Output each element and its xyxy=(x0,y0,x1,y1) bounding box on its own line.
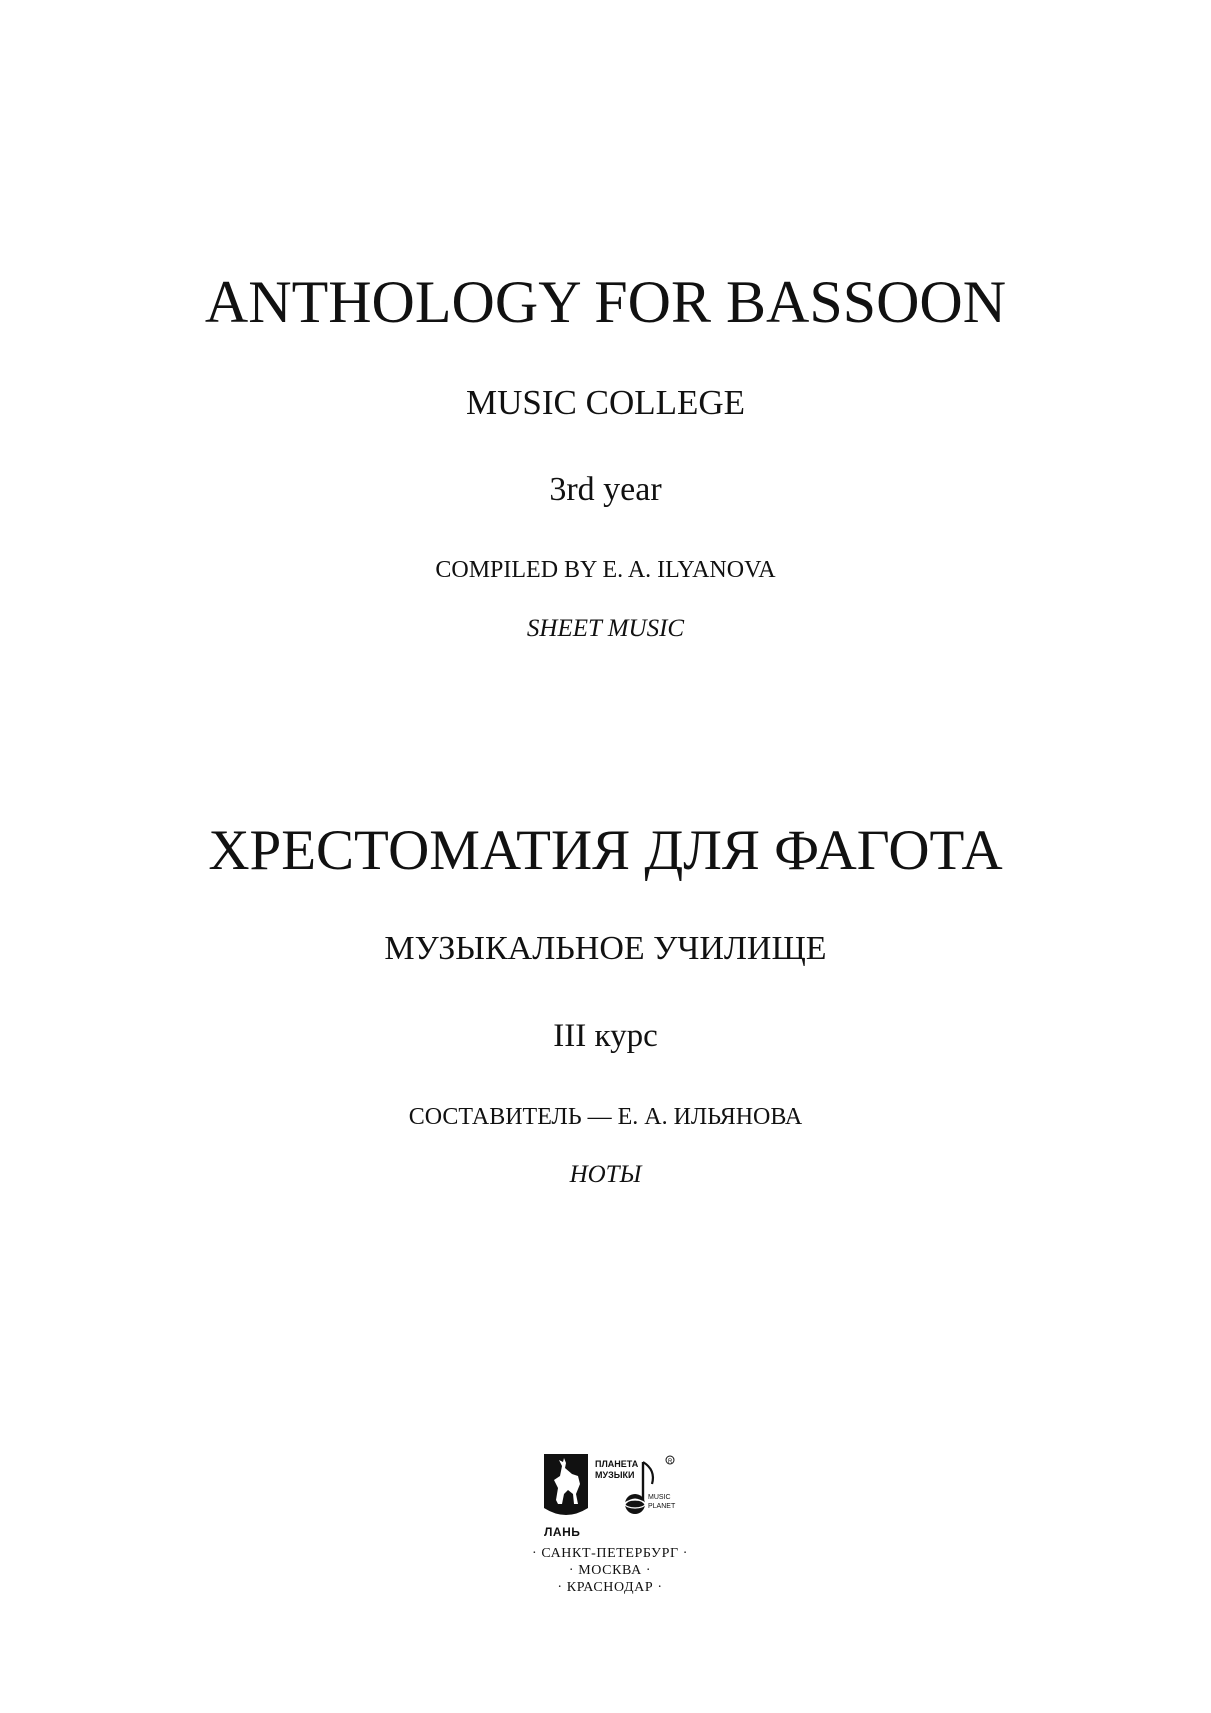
english-title: ANTHOLOGY FOR BASSOON xyxy=(204,269,1007,335)
lan-deer-icon xyxy=(544,1454,588,1515)
planeta-logo-text-line2: МУЗЫКИ xyxy=(595,1470,635,1480)
russian-title: ХРЕСТОМАТИЯ ДЛЯ ФАГОТА xyxy=(208,819,1003,882)
lan-logo-text: ЛАНЬ xyxy=(544,1525,581,1539)
english-publication-type: SHEET MUSIC xyxy=(526,615,685,642)
english-compiler: COMPILED BY E. A. ILYANOVA xyxy=(435,557,776,583)
russian-subtitle: МУЗЫКАЛЬНОЕ УЧИЛИЩЕ xyxy=(384,930,827,967)
city-krasnodar: · КРАСНОДАР · xyxy=(557,1580,663,1595)
music-planet-text-line1: MUSIC xyxy=(648,1494,671,1501)
english-subtitle: MUSIC COLLEGE xyxy=(465,383,746,422)
publisher-logo xyxy=(510,1450,710,1600)
russian-publication-type: НОТЫ xyxy=(569,1161,642,1188)
city-saint-petersburg: · САНКТ-ПЕТЕРБУРГ · xyxy=(531,1546,689,1561)
planeta-logo-text-line1: ПЛАНЕТА xyxy=(595,1459,639,1469)
russian-compiler: СОСТАВИТЕЛЬ — Е. А. ИЛЬЯНОВА xyxy=(408,1104,803,1130)
english-year: 3rd year xyxy=(549,471,662,508)
city-moscow: · МОСКВА · xyxy=(568,1563,652,1578)
music-planet-text-line2: PLANET xyxy=(648,1503,676,1510)
russian-year: III курс xyxy=(553,1018,658,1054)
svg-text:R: R xyxy=(668,1459,673,1465)
